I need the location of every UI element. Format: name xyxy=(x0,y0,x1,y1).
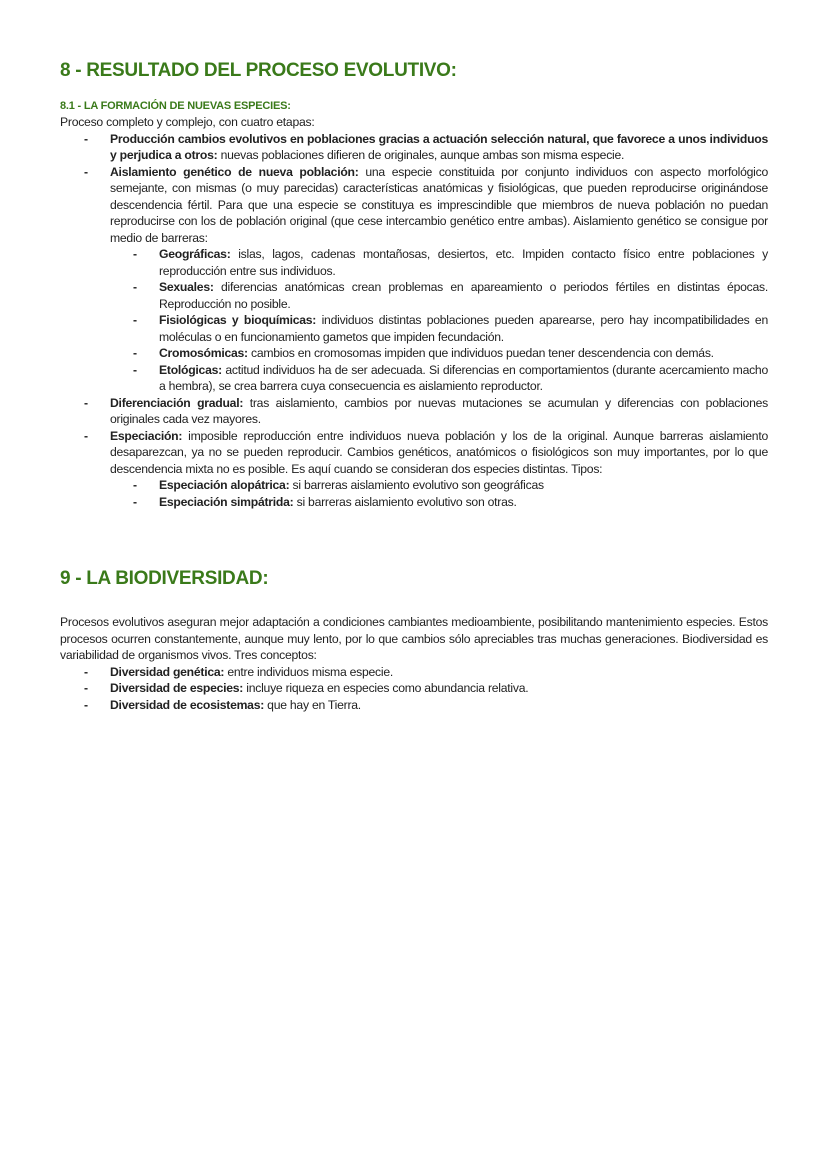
stage-3-text: tras aislamiento, cambios por nuevas mutaciones se acumulan y diferencias con poblaciones originales cada vez mayores. xyxy=(110,395,768,426)
list-item-stage-2 xyxy=(60,164,768,395)
document-content xyxy=(60,58,768,713)
bullet-dash: - xyxy=(133,494,137,509)
barrier-5-text: actitud individuos ha de ser adecuada. Si diferencias en comportamientos (durante acercamiento macho a hembra), se crea barrera cuya consecuencia es aislamiento reproductor. xyxy=(159,362,768,393)
list-item-barrier-cromosomicas xyxy=(60,345,768,362)
bullet-dash: - xyxy=(84,164,88,179)
type-2-bold: Especiación simpátrida: xyxy=(159,494,294,509)
list-item-barrier-etologicas xyxy=(60,362,768,395)
barrier-3-bold: Fisiológicas y bioquímicas: xyxy=(159,313,317,327)
bullet-dash: - xyxy=(133,247,137,261)
section-9-intro: Procesos evolutivos aseguran mejor adaptación a condiciones cambiantes medioambiente, posibilitando mantenimiento especies. Estos procesos ocurren constantemente, aunque muy lento, por lo que cambios sólo apreciables tras muchas generaciones. Biodiversidad es variabilidad de organismos vivos. Tres conceptos: xyxy=(60,615,768,662)
list-item-concept-especies xyxy=(60,680,768,697)
stage-2-bold: Aislamiento genético de nueva población: xyxy=(110,164,359,179)
list-item-stage-4 xyxy=(60,428,768,511)
bullet-dash: - xyxy=(133,478,137,492)
list-item-type-simpatrida xyxy=(60,494,768,511)
bullet-dash: - xyxy=(133,362,137,377)
barrier-2-bold: Sexuales: xyxy=(159,280,214,294)
barrier-1-bold: Geográficas: xyxy=(159,247,231,261)
barriers-list xyxy=(110,246,768,395)
barrier-3-text: individuos distintas poblaciones pueden aparearse, pero hay incompatibilidades en moléculas o en funcionamiento gametos que impiden fecundación. xyxy=(159,313,768,344)
type-1-bold: Especiación alopátrica: xyxy=(159,478,290,492)
barrier-1-text: islas, lagos, cadenas montañosas, desiertos, etc. Impiden contacto físico entre poblaciones y reproducción entre sus individuos. xyxy=(159,247,768,278)
section-8-title: 8 - RESULTADO DEL PROCESO EVOLUTIVO: xyxy=(60,60,457,81)
barrier-4-bold: Cromosómicas: xyxy=(159,346,248,360)
stages-list xyxy=(60,131,768,511)
bullet-dash: - xyxy=(133,346,137,360)
list-item-barrier-sexuales xyxy=(60,279,768,312)
list-item-barrier-geograficas xyxy=(60,246,768,279)
bullet-dash: - xyxy=(84,664,88,679)
bullet-dash: - xyxy=(84,697,88,712)
concept-1-text: entre individuos misma especie. xyxy=(224,664,394,679)
stage-4-bold: Especiación: xyxy=(110,428,183,443)
barrier-5-bold: Etológicas: xyxy=(159,362,222,377)
concepts-list xyxy=(60,664,768,714)
stage-3-bold: Diferenciación gradual: xyxy=(110,395,244,410)
title-spacer xyxy=(60,592,768,614)
stage-1-bold: Producción cambios evolutivos en poblaciones gracias a actuación selección natural, que favorece a unos individuos y perjudica a otros: xyxy=(110,131,768,162)
bullet-dash: - xyxy=(133,313,137,327)
section-9-title: 9 - LA BIODIVERSIDAD: xyxy=(60,568,269,589)
list-item-concept-genetica xyxy=(60,664,768,681)
stage-2-text: una especie constituida por conjunto individuos con aspecto morfológico semejante, con mismas (o muy parecidas) características anatómicas y fisiológicas, que pueden reproducirse originándose descendencia fértil. Para que una especie se constituya es imprescindible que miembros de nueva población no puedan reproducirse con los de población original (que cese intercambio genético entre ambas). Aislamiento genético se consigue por medio de barreras: xyxy=(110,164,768,245)
bullet-dash: - xyxy=(84,681,88,695)
type-2-text: si barreras aislamiento evolutivo son otras. xyxy=(293,494,517,509)
bullet-dash: - xyxy=(133,280,137,294)
stage-4-text: imposible reproducción entre individuos nueva población y los de la original. Aunque barreras aislamiento desaparezcan, ya no se pueden reproducir. Cambios genéticos, anatómicos o fisiológicos son muy importantes, por lo que descendencia mixta no es posible. Es aquí cuando se consideran dos especies distintas. Tipos: xyxy=(110,428,768,476)
barrier-4-text: cambios en cromosomas impiden que individuos puedan tener descendencia con demás. xyxy=(247,346,714,360)
barrier-2-text: diferencias anatómicas crean problemas en apareamiento o periodos fértiles en distintas épocas. Reproducción no posible. xyxy=(159,280,768,311)
section-8-1-subtitle: 8.1 - LA FORMACIÓN DE NUEVAS ESPECIES: xyxy=(60,100,291,112)
concept-3-text: que hay en Tierra. xyxy=(264,697,361,712)
type-1-text: si barreras aislamiento evolutivo son geográficas xyxy=(289,478,544,492)
section-spacer xyxy=(60,510,768,566)
concept-2-text: incluye riqueza en especies como abundancia relativa. xyxy=(243,681,529,695)
concept-2-bold: Diversidad de especies: xyxy=(110,681,244,695)
bullet-dash: - xyxy=(84,395,88,410)
list-item-stage-1 xyxy=(60,131,768,164)
section-8-intro: Proceso completo y complejo, con cuatro etapas: xyxy=(60,115,315,129)
concept-1-bold: Diversidad genética: xyxy=(110,664,225,679)
stage-1-text: nuevas poblaciones difieren de originales, aunque ambas son misma especie. xyxy=(217,148,625,162)
bullet-dash: - xyxy=(84,131,88,146)
list-item-barrier-fisiologicas xyxy=(60,312,768,345)
speciation-types-list xyxy=(110,477,768,510)
list-item-type-alopatrica xyxy=(60,477,768,494)
list-item-concept-ecosistemas xyxy=(60,697,768,714)
list-item-stage-3 xyxy=(60,395,768,428)
bullet-dash: - xyxy=(84,428,88,443)
concept-3-bold: Diversidad de ecosistemas: xyxy=(110,697,265,712)
